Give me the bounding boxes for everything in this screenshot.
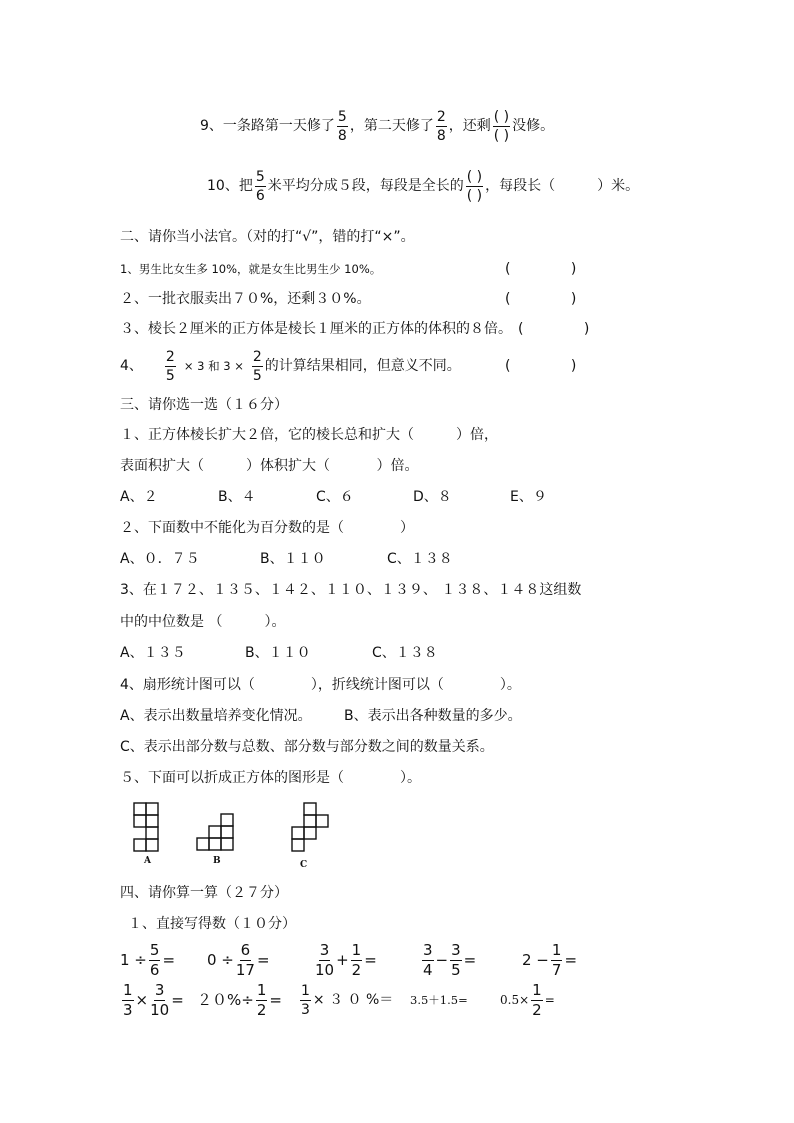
calc-r2-e1: $\frac{1}{3}$ × $\frac{3}{10}$ = bbox=[123, 980, 184, 1019]
q10-prefix: 10、把 bbox=[207, 178, 253, 194]
choice-q3-line2: 中的中位数是 （ ）。 bbox=[120, 614, 286, 630]
calc-r1-e5: 2 − $\frac{1}{7}$ = bbox=[522, 940, 578, 979]
calc-r2-e3: $\frac{1}{3}$ × ３ ０ %＝ bbox=[301, 982, 394, 1018]
q3-option-b[interactable]: B、１１０ bbox=[245, 645, 311, 661]
q1-option-a[interactable]: A、２ bbox=[120, 489, 158, 505]
judge-item-1: 1、男生比女生多 10%，就是女生比男生少 10%。 bbox=[120, 262, 382, 276]
judge-item-3: ３、棱长２厘米的正方体是棱长１厘米的正方体的体积的８倍。 bbox=[120, 321, 512, 337]
section-3-title: 三、请你选一选（１６分） bbox=[120, 397, 288, 413]
q3-option-a[interactable]: A、１３５ bbox=[120, 645, 186, 661]
item4-fraction-1: $\frac{2}{5}$ bbox=[165, 348, 175, 384]
q3-option-c[interactable]: C、１３８ bbox=[372, 645, 438, 661]
choice-q2: ２、下面数中不能化为百分数的是（ ） bbox=[120, 520, 414, 536]
q4-option-a[interactable]: A、表示出数量培养变化情况。 bbox=[120, 708, 312, 724]
calc-r2-e5: 0.5× $\frac{1}{2}$ = bbox=[500, 980, 555, 1019]
q2-option-c[interactable]: C、１３８ bbox=[387, 551, 453, 567]
q10-answer-blank[interactable]: $\frac{( )}{( )}$ bbox=[466, 168, 483, 204]
judge-item-4: 4、 $\frac{2}{5}$ × 3 和 3 × $\frac{2}{5}$ 的计算结果相同，但意义不同。 bbox=[120, 348, 461, 384]
q1-option-d[interactable]: D、８ bbox=[413, 489, 452, 505]
q10-fraction: $\frac{5}{6}$ bbox=[255, 168, 265, 204]
section-4-title: 四、请你算一算（２７分） bbox=[120, 885, 288, 901]
calc-r1-e4: $\frac{3}{4}$ − $\frac{3}{5}$ = bbox=[423, 940, 477, 979]
q1-option-c[interactable]: C、６ bbox=[316, 489, 354, 505]
q2-option-a[interactable]: A、０．７５ bbox=[120, 551, 200, 567]
q1-option-e[interactable]: E、９ bbox=[510, 489, 547, 505]
q9-fraction-2: $\frac{2}{8}$ bbox=[436, 108, 446, 144]
q9-mid: ，第二天修了 bbox=[349, 118, 434, 134]
judge-item-1-answer[interactable]: ( ) bbox=[505, 261, 577, 277]
section-2-title: 二、请你当小法官。（对的打“√”，错的打“×”。 bbox=[120, 229, 415, 245]
judge-item-2: ２、一批衣服卖出７０%，还剩３０%。 bbox=[120, 291, 371, 307]
question-10 bbox=[207, 164, 639, 208]
choice-q1-line1: １、正方体棱长扩大２倍，它的棱长总和扩大（ ）倍， bbox=[120, 427, 498, 443]
cube-net-c[interactable] bbox=[290, 801, 332, 855]
choice-q1-line2: 表面积扩大（ ）体积扩大（ ）倍。 bbox=[120, 458, 419, 474]
choice-q3-line1: 3、在１７２、１３５、１４２、１１０、１３９、 １３８、１４８这组数 bbox=[120, 582, 582, 598]
calc-r2-e4: 3.5＋1.5= bbox=[410, 993, 468, 1007]
q1-option-b[interactable]: B、４ bbox=[218, 489, 256, 505]
net-label-a: A bbox=[144, 856, 151, 866]
calc-r1-e2: 0 ÷ $\frac{6}{17}$ = bbox=[207, 940, 270, 979]
calc-r1-e1: 1 ÷ $\frac{5}{6}$ = bbox=[120, 940, 176, 979]
q9-mid2: ，还剩 bbox=[448, 118, 491, 134]
choice-q4: 4、扇形统计图可以（ ），折线统计图可以（ ）。 bbox=[120, 677, 521, 693]
q10-mid: 米平均分成５段，每段是全长的 bbox=[267, 178, 464, 194]
question-9 bbox=[200, 104, 554, 148]
net-label-b: B bbox=[213, 856, 221, 866]
q9-fraction-1: $\frac{5}{8}$ bbox=[337, 108, 347, 144]
choice-q5: ５、下面可以折成正方体的图形是（ ）。 bbox=[120, 770, 421, 786]
judge-item-4-answer[interactable]: ( ) bbox=[505, 358, 577, 374]
q9-suffix: 没修。 bbox=[512, 118, 555, 134]
judge-item-2-answer[interactable]: ( ) bbox=[505, 291, 577, 307]
q4-option-b[interactable]: B、表示出各种数量的多少。 bbox=[344, 708, 522, 724]
calc-sub-title: １、直接写得数（１０分） bbox=[128, 916, 296, 932]
q9-prefix: 9、一条路第一天修了 bbox=[200, 118, 335, 134]
cube-net-b[interactable] bbox=[195, 812, 237, 854]
calc-r1-e3: $\frac{3}{10}$ + $\frac{1}{2}$ = bbox=[315, 940, 377, 979]
net-label-c: C bbox=[300, 860, 308, 870]
q9-answer-blank[interactable]: $\frac{( )}{( )}$ bbox=[493, 108, 510, 144]
q10-suffix: ，每段长（ ）米。 bbox=[485, 178, 640, 194]
cube-net-a[interactable] bbox=[132, 801, 162, 853]
q4-option-c[interactable]: C、表示出部分数与总数、部分数与部分数之间的数量关系。 bbox=[120, 739, 494, 755]
item4-fraction-2: $\frac{2}{5}$ bbox=[252, 348, 262, 384]
calc-r2-e2: ２０%÷ $\frac{1}{2}$ = bbox=[197, 980, 282, 1019]
q2-option-b[interactable]: B、１１０ bbox=[260, 551, 326, 567]
judge-item-3-answer[interactable]: ( ) bbox=[518, 321, 590, 337]
